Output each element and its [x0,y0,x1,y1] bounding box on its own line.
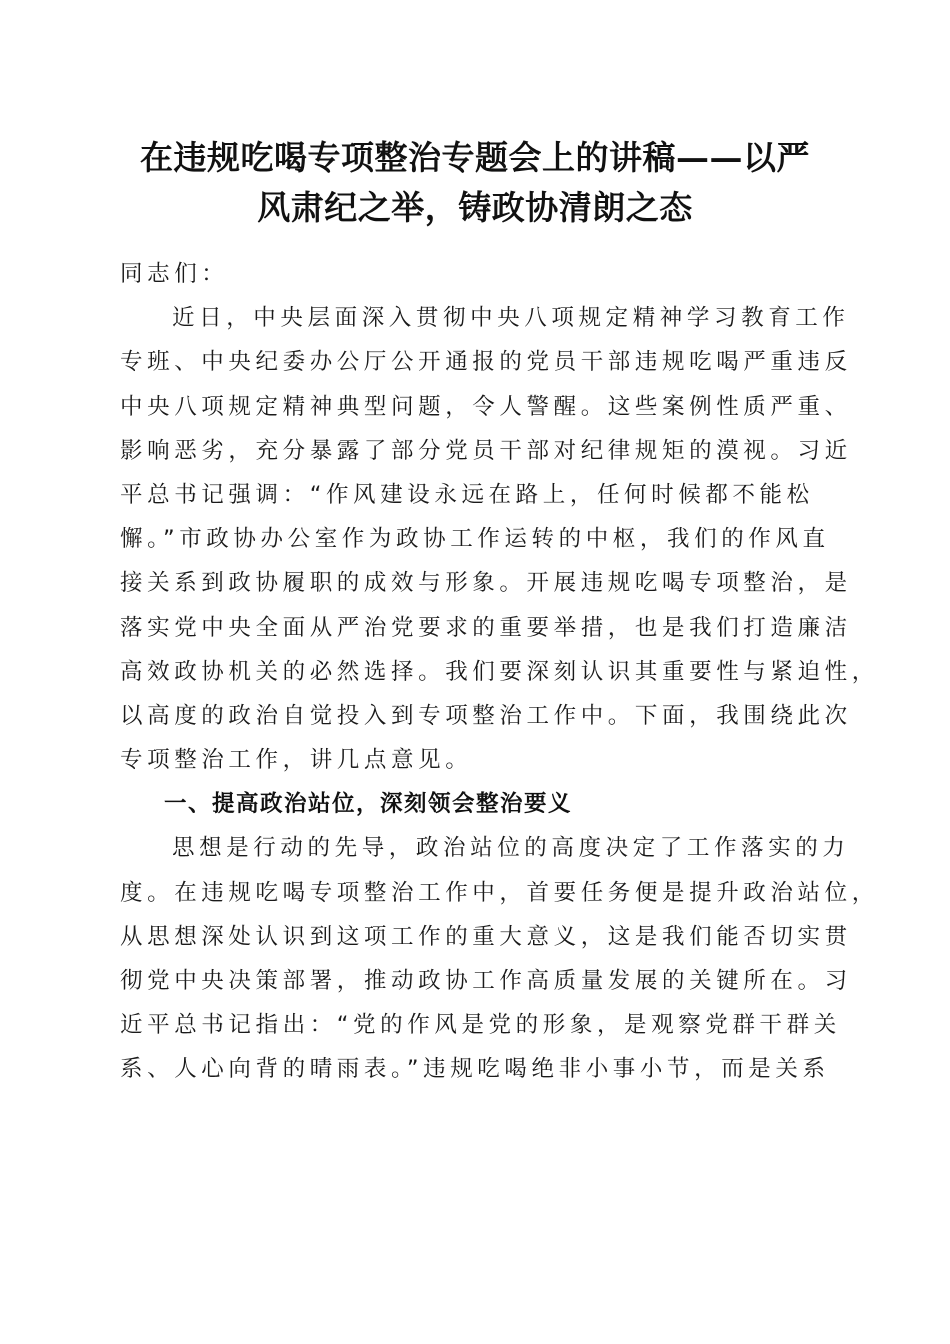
paragraph-line: 从思想深处认识到这项工作的重大意义，这是我们能否切实贯 [120,923,852,950]
document-title [100,133,850,233]
title-line-2: 风肃纪之举，铸政协清朗之态 [257,188,693,227]
paragraph-line: 中央八项规定精神典型问题，令人警醒。这些案例性质严重、 [120,393,852,420]
paragraph-line: 接关系到政协履职的成效与形象。开展违规吃喝专项整治，是 [120,570,852,597]
paragraph-line: 影响恶劣，充分暴露了部分党员干部对纪律规矩的漠视。习近 [120,437,852,464]
paragraph-line: 专班、中央纪委办公厅公开通报的党员干部违规吃喝严重违反 [120,349,852,376]
paragraph-1 [120,296,879,782]
paragraph-line: 落实党中央全面从严治党要求的重要举措，也是我们打造廉洁 [120,614,852,641]
paragraph-line: 度。在违规吃喝专项整治工作中，首要任务便是提升政治站位， [120,879,879,906]
paragraph-line: 专项整治工作，讲几点意见。 [120,747,473,774]
paragraph-line: 思想是行动的先导，政治站位的高度决定了工作落实的力 [172,835,850,862]
paragraph-line: 系、人心向背的晴雨表。”违规吃喝绝非小事小节，而是关系 [120,1056,830,1083]
title-line-1: 在违规吃喝专项整治专题会上的讲稿——以严 [140,138,810,177]
paragraph-line: 彻党中央决策部署，推动政协工作高质量发展的关键所在。习 [120,968,852,994]
paragraph-line: 近平总书记指出：“党的作风是党的形象，是观察党群干群关 [120,1012,841,1039]
document-body [120,252,879,1092]
paragraph-line: 近日，中央层面深入贯彻中央八项规定精神学习教育工作 [172,305,850,332]
paragraph-line: 懈。”市政协办公室作为政协工作运转的中枢，我们的作风直 [120,526,830,553]
section-heading-1: 一、提高政治站位，深刻领会整治要义 [164,791,573,818]
paragraph-2 [120,826,879,1091]
paragraph-line: 高效政协机关的必然选择。我们要深刻认识其重要性与紧迫性， [120,658,879,685]
salutation: 同志们： [120,261,229,287]
paragraph-line: 以高度的政治自觉投入到专项整治工作中。下面，我围绕此次 [120,702,852,729]
paragraph-line: 平总书记强调：“作风建设永远在路上，任何时候都不能松 [120,481,814,508]
